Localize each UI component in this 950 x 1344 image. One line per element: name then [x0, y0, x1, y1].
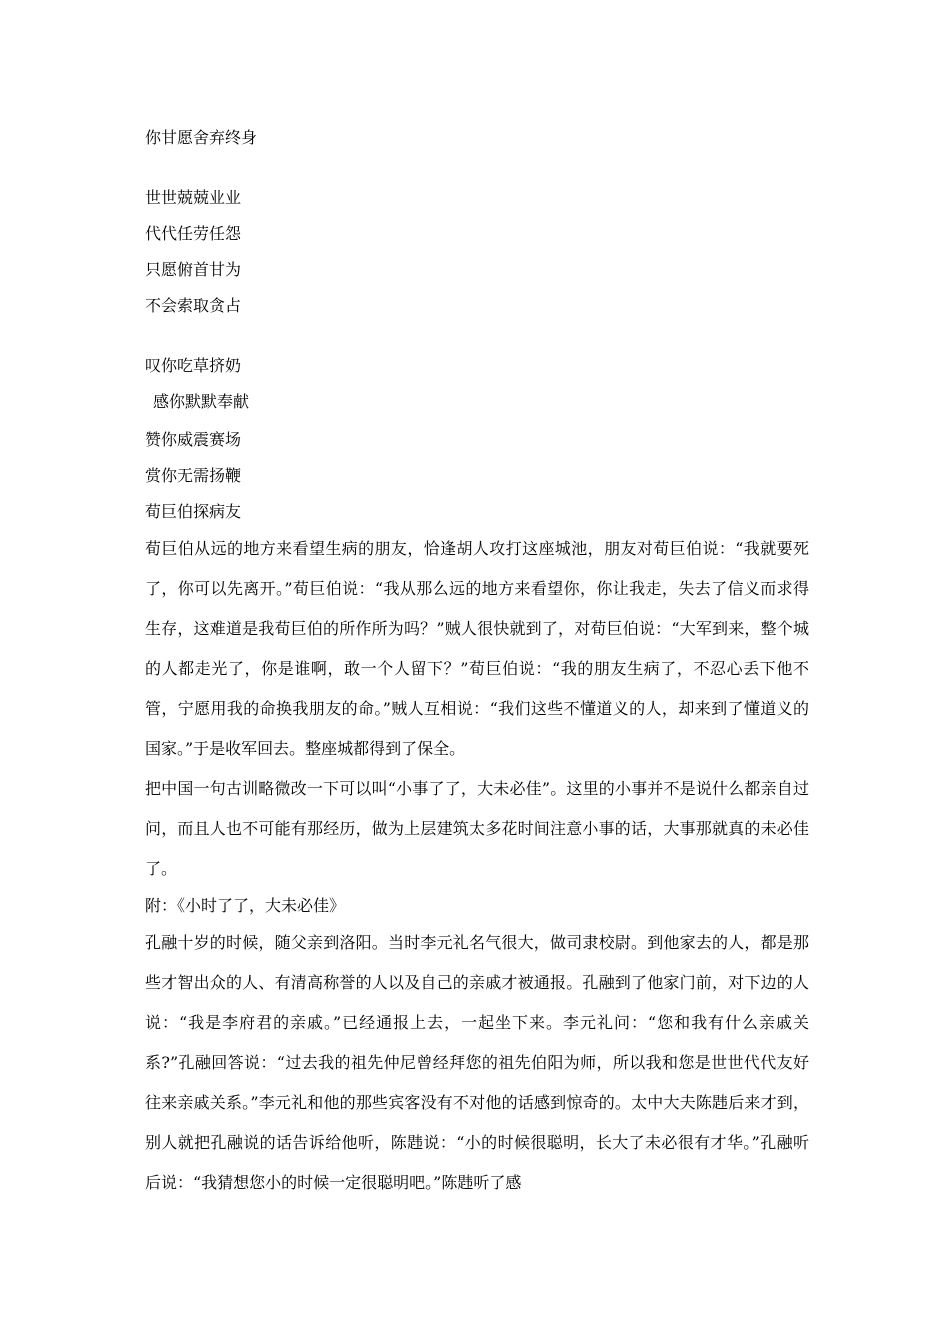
- poem-line: 你甘愿舍弃终身: [145, 128, 258, 147]
- poem-line: 只愿俯首甘为: [145, 260, 242, 279]
- commentary-paragraph: 把中国一句古训略微改一下可以叫“小事了了，大未必佳”。这里的小事并不是说什么都亲自过问，而且人也不可能有那经历，做为上层建筑太多花时间注意小事的话，大事那就真的未必佳了。: [145, 779, 809, 878]
- poem-line: 赏你无需扬鞭: [145, 466, 242, 485]
- poem-line: 感你默默奉献: [153, 392, 250, 411]
- appendix-title: 附：《小时了了，大未必佳》: [145, 896, 346, 915]
- poem-line: 代代任劳任怨: [145, 224, 242, 243]
- poem-line: 世世兢兢业业: [145, 188, 242, 207]
- story-title: 荀巨伯探病友: [145, 502, 242, 521]
- poem-line: 赞你威震赛场: [145, 430, 242, 449]
- poem-line: 不会索取贪占: [145, 296, 242, 315]
- poem-line: 叹你吃草挤奶: [145, 356, 242, 375]
- appendix-paragraph: 孔融十岁的时候，随父亲到洛阳。当时李元礼名气很大，做司隶校尉。到他家去的人，都是那些才智出众的人、有清高称誉的人以及自己的亲戚才被通报。孔融到了他家门前，对下边的人说：“我是李府君的亲戚。”已经通报上去，一起坐下来。李元礼问：“您和我有什么亲戚关系?”孔融回答说：“过去我的祖先仲尼曾经拜您的祖先伯阳为师，所以我和您是世世代代友好往来亲戚关系。”李元礼和他的那些宾客没有不对他的话感到惊奇的。太中大夫陈韪后来才到，别人就把孔融说的话告诉给他听，陈韪说：“小的时候很聪明，长大了未必很有才华。”孔融听后说：“我猜想您小的时候一定很聪明吧。”陈韪听了感: [145, 933, 809, 1192]
- story-paragraph: 荀巨伯从远的地方来看望生病的朋友，恰逢胡人攻打这座城池，朋友对荀巨伯说：“我就要死了，你可以先离开。”荀巨伯说：“我从那么远的地方来看望你，你让我走，失去了信义而求得生存，这难道是我荀巨伯的所作所为吗？”贼人很快就到了，对荀巨伯说：“大军到来，整个城的人都走光了，你是谁啊，敢一个人留下？”荀巨伯说：“我的朋友生病了，不忍心丢下他不管，宁愿用我的命换我朋友的命。”贼人互相说：“我们这些不懂道义的人，却来到了懂道义的国家。”于是收军回去。整座城都得到了保全。: [145, 539, 809, 758]
